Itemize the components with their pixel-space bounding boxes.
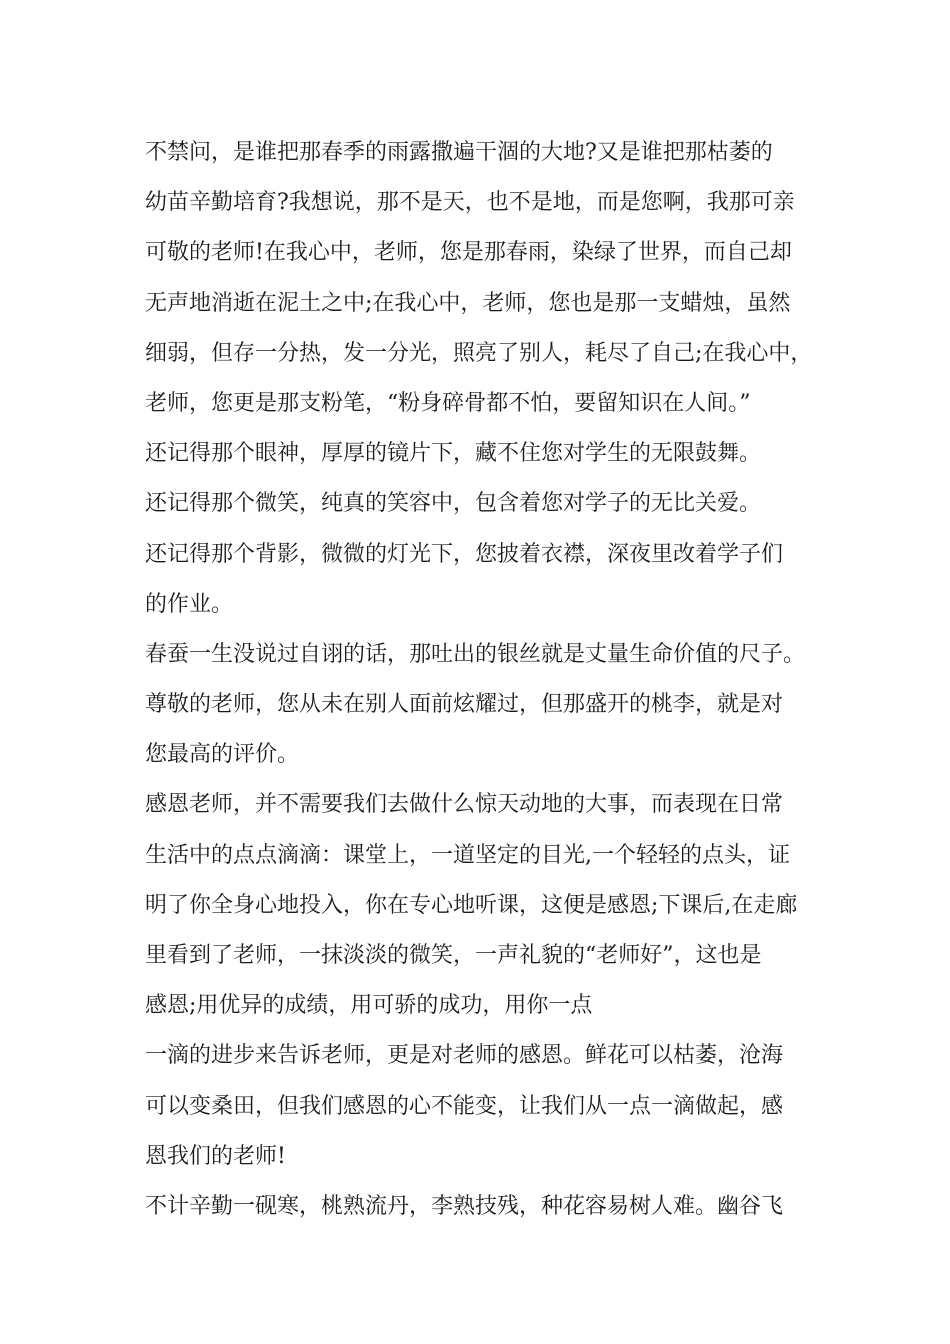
text-line: 感恩老师，并不需要我们去做什么惊天动地的大事，而表现在日常 bbox=[145, 792, 784, 818]
text-line: 老师，您更是那支粉笔，“粉身碎骨都不怕，要留知识在人间。” bbox=[145, 390, 751, 416]
text-line: 细弱，但存一分热，发一分光，照亮了别人，耗尽了自己;在我心中， bbox=[145, 340, 813, 366]
text-line: 尊敬的老师，您从未在别人面前炫耀过，但那盛开的桃李，就是对 bbox=[145, 692, 784, 718]
text-line: 无声地消逝在泥土之中;在我心中，老师，您也是那一支蜡烛，虽然 bbox=[145, 290, 791, 316]
text-line: 里看到了老师，一抹淡淡的微笑，一声礼貌的“老师好”，这也是 bbox=[145, 943, 762, 968]
text-line: 可敬的老师!在我心中，老师，您是那春雨，染绿了世界，而自己却 bbox=[145, 240, 792, 266]
text-line: 幼苗辛勤培育?我想说，那不是天，也不是地，而是您啊，我那可亲 bbox=[145, 190, 795, 216]
text-line: 一滴的进步来告诉老师，更是对老师的感恩。鲜花可以枯萎，沧海 bbox=[145, 1043, 784, 1069]
text-line: 还记得那个背影，微微的灯光下，您披着衣襟，深夜里改着学子们 bbox=[145, 541, 784, 567]
text-line: 可以变桑田，但我们感恩的心不能变，让我们从一点一滴做起，感 bbox=[145, 1093, 784, 1119]
text-line: 还记得那个眼神，厚厚的镜片下，藏不住您对学生的无限鼓舞。 bbox=[145, 441, 762, 467]
text-line: 还记得那个微笑，纯真的笑容中，包含着您对学子的无比关爱。 bbox=[145, 491, 762, 517]
text-line: 生活中的点点滴滴：课堂上，一道坚定的目光,一个轻轻的点头，证 bbox=[145, 842, 790, 868]
text-line: 您最高的评价。 bbox=[145, 742, 300, 768]
text-line: 春蚕一生没说过自诩的话，那吐出的银丝就是丈量生命价值的尺子。 bbox=[145, 641, 806, 667]
text-line: 的作业。 bbox=[145, 591, 234, 617]
text-line: 明了你全身心地投入，你在专心地听课，这便是感恩;下课后,在走廊 bbox=[145, 892, 798, 918]
text-line: 感恩;用优异的成绩，用可骄的成功，用你一点 bbox=[145, 993, 593, 1019]
text-line: 恩我们的老师! bbox=[145, 1143, 286, 1169]
text-line: 不计辛勤一砚寒，桃熟流丹，李熟技残，种花容易树人难。幽谷飞 bbox=[145, 1193, 784, 1219]
text-line: 不禁问，是谁把那春季的雨露撒遍干涸的大地?又是谁把那枯萎的 bbox=[145, 140, 773, 165]
body-text bbox=[145, 128, 825, 1232]
